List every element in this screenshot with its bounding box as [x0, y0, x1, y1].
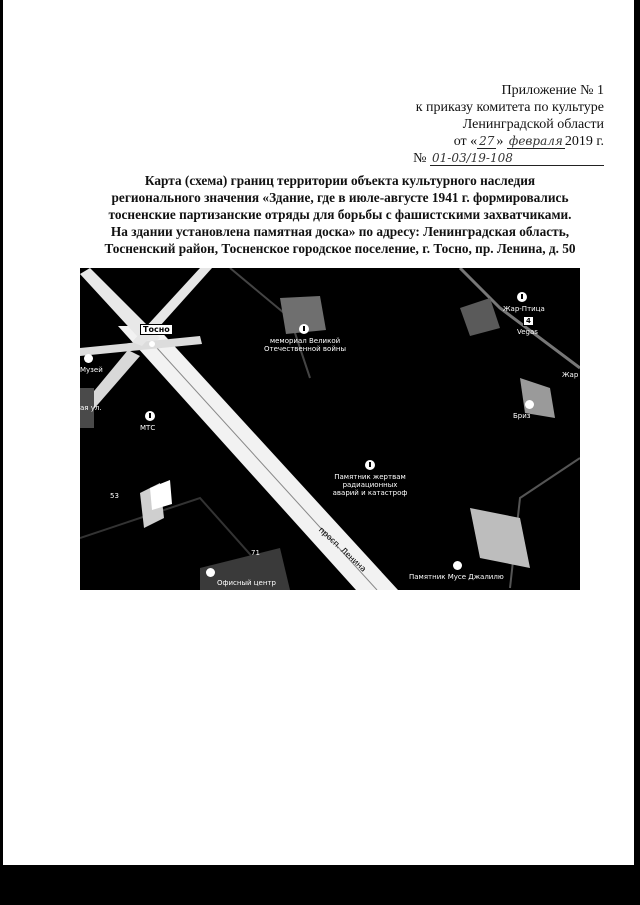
title-line-1: Карта (схема) границ территории объекта культурного наследия: [144, 173, 536, 188]
number-value: 01-03/19-108: [430, 151, 604, 166]
memorial-label: [260, 337, 350, 353]
title-line-2: регионального значения «Здание, где в июле-августе 1941 г. формировались: [111, 190, 569, 205]
office-pin-icon: [206, 568, 215, 577]
briz-label: Бриз: [513, 412, 531, 420]
street-name-label: просп. Ленина: [316, 525, 368, 574]
title-line-4: На здании установлена памятная доска» по адресу: Ленинградская область,: [110, 224, 570, 239]
tosno-badge: Тосно: [140, 324, 173, 335]
house-53-label: 53: [110, 492, 119, 500]
title-line-5: Тосненский район, Тосненское городское поселение, г. Тосно, пр. Ленина, д. 50: [104, 241, 576, 256]
jalil-label: Памятник Мусе Джалилю: [409, 573, 504, 581]
memorial-label-line2: Отечественной войны: [264, 345, 346, 353]
monument-label: [320, 473, 420, 497]
house-71-label: 71: [251, 549, 260, 557]
building-53-roof: [150, 480, 172, 510]
title-line-3: тосненские партизанские отряды для борьбы с фашистскими захватчиками.: [108, 207, 572, 222]
building-jalil: [470, 508, 530, 568]
zhar-ptitsa-pin-icon: [517, 292, 527, 302]
appendix-header: [324, 82, 604, 167]
vegas-label: Vegas: [517, 328, 538, 336]
zhar-edge-label: Жар: [562, 371, 579, 379]
street-partial-label: ая ул.: [80, 404, 102, 412]
office-label: Офисный центр: [217, 579, 276, 587]
mts-label: МТС: [140, 424, 156, 432]
rail-junction: [149, 341, 155, 347]
scan-border-left: [0, 0, 3, 905]
date-prefix: от «: [453, 134, 478, 149]
scan-border-bottom: [0, 865, 640, 905]
appendix-order-number: [324, 150, 604, 167]
monument-pin-icon: [365, 460, 375, 470]
jalil-pin-icon: [453, 561, 462, 570]
memorial-pin-icon: [299, 324, 309, 334]
date-month: февраля: [508, 134, 563, 148]
memorial-label-line1: мемориал Великой: [269, 337, 341, 345]
zhar-ptitsa-label: Жар-Птица: [503, 305, 545, 313]
museum-label: Музей: [80, 366, 103, 374]
boundary-map: [80, 268, 580, 590]
appendix-order-ref: к приказу комитета по культуре: [415, 100, 604, 115]
briz-pin-icon: [525, 400, 534, 409]
monument-label-line3: аварий и катастроф: [332, 489, 408, 497]
monument-label-line2: радиационных: [342, 481, 398, 489]
museum-pin-icon: [84, 354, 93, 363]
document-title: [70, 172, 610, 257]
date-day: 27: [479, 134, 495, 148]
appendix-number: Приложение № 1: [501, 83, 604, 98]
mts-pin-icon: [145, 411, 155, 421]
scan-border-right: [634, 0, 640, 905]
number-label: №: [413, 151, 427, 166]
date-year: 2019 г.: [564, 134, 604, 149]
date-mid: »: [496, 134, 504, 149]
vegas-badge: 4: [523, 316, 534, 326]
appendix-region: Ленинградской области: [462, 117, 604, 132]
monument-label-line1: Памятник жертвам: [334, 473, 406, 481]
appendix-date: [324, 133, 604, 150]
